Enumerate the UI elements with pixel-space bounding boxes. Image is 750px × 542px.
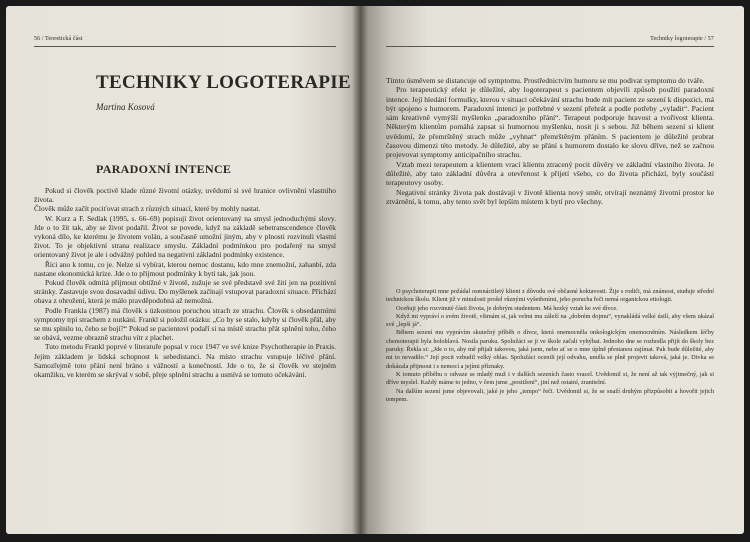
paragraph: W. Kurz a F. Sedlak (1995, s. 66–69) popisují život orientovaný na smysl jednoduchými slovy. Jde o to žít tak, aby se život podařil. Život se povede, když na základě sebetranscendence člověk vykoná dílo, ke kterému je životem volán, a současně umožní jiným, aby v plnosti rozvinuli vlastní život. To je objektivní strana realizace smyslu. Základní podmínkou pro podařený na smysl orientovaný život je ale i odvážný pohled na negativní základní podmínky existence. xyxy=(34,213,336,260)
paragraph: Podle Frankla (1987) má člověk s úzkostnou poruchou strach ze strachu. Člověk s obsedantními symptomy trpí strachem z nutkání. Frankl si položil otázku: „Co by se stalo, kdyby si člověk přál, aby se mu splnilo to, čeho se bojí?“ Pokud se pacientovi podaří si na místě strachu přát splnění toho, čeho se obává, vezme obrazně strachu vítr z plachet. xyxy=(34,305,336,343)
chapter-title: TECHNIKY LOGOTERAPIE xyxy=(96,72,351,93)
left-body-text xyxy=(34,186,336,379)
paragraph: Negativní stránky života pak dostávají v životě klienta nový směr, otvírají neznámý životní prostor ke ztvárnění, k tomu, aby tento svět byl lepším místem k bytí pro všechny. xyxy=(386,187,714,206)
paragraph: Pokud člověk odmítá přijmout obtížné v životě, zužuje se své představě své žití jen na pozitivní stránky. Zastavuje svou dosavadní údivu. Do myšlenek začínají vstupovat paradoxní situace. Přichází obava z ohrožení, která je málo pravděpodobná až nemožná. xyxy=(34,278,336,306)
section-heading: PARADOXNÍ INTENCE xyxy=(96,162,232,176)
header-rule-right xyxy=(386,46,714,47)
case-paragraph: Oceňuji jeho rozvinuté části života, je dobrým studentem. Má hezký vztah ke své dívce. xyxy=(396,304,618,312)
left-page xyxy=(6,6,360,534)
right-page xyxy=(360,6,744,534)
paragraph: Pro terapeutický efekt je důležité, aby logoterapeut s pacientem objevili způsob použití paradoxní intence. Její hledání formulky, kterou v situaci očekávání strachu bude mít pacient ze sezení k dispozici, má být spojeno s humorem. Paradoxní intenci je potřebné v sezení přehrát a podle potřeby „vyladit“. Pacient sám kreativně vymýšlí myšlenku „paradoxního přání“. Terapeut podporuje hravost a tvořivost klienta. Některým klientům pomáhá zapsat si humornou myšlenku, nosit ji s sebou. Již během sezení si klient uvědomí, že přemrštěný strach může „vyhnat“ přemrštěným přáním. S pacientem je důležité probrat časovou dimenzi této metody. Je důležité, aby se přání s humorem dostalo ke slovu dříve, než se začnou projevovat symptomy anticipačního strachu. xyxy=(386,85,714,160)
book-gutter xyxy=(352,6,368,534)
case-paragraph: Na dalším sezení jsme objevovali, jaké je jeho „tempo“ řeči. Uvědomil si, že se snaží druhým přizpůsobit a hovořit jejich tempem. xyxy=(386,387,714,403)
running-head-left: 56 / Teoretická část xyxy=(34,36,83,42)
case-study-text xyxy=(386,288,714,404)
case-paragraph: O psychoterapii mne požádal osmnáctiletý klient z důvodu své občasné koktavosti. Žije s rodiči, má známost, studuje střední technickou školu. Klient již v minulosti prošel různými vyšetřeními, jeho porucha řeči nemá organickou etiologii. xyxy=(386,288,714,304)
case-paragraph: K tomuto příběhu o odvaze se mladý muž i v dalších sezeních často vracel. Uvědomil si, že není až tak výjimečný, jak si dříve myslel. Každý máme to jedno, v čem jsme „postižení“, jiní než ostatní, zranitelní. xyxy=(386,370,714,387)
paragraph: Říci ano k tomu, co je. Nelze si vybírat, kterou nemoc dostanu, kdo mne znemožní, zahanbí, zda nastane ekonomická krize. Jde o to přijmout podmínky k bytí tak, jak jsou. xyxy=(34,259,336,278)
paragraph: Pokud si člověk poctivě klade různé životní otázky, uvědomí si své hranice ovlivnění vlastního života. xyxy=(34,186,336,205)
running-head-right: Techniky logoterapie / 57 xyxy=(650,36,714,42)
paragraph: Tuto metodu Frankl poprvé v literatuře popsal v roce 1947 ve své knize Psychotherapie in Praxis. Jejím základem je lidská schopnost k sebedistanci. Na místo strachu vstupuje léčivé přání. Samozřejmě toto přání není bráno s vážností a konečností. Jde o to, že si člověk ve stejném okamžiku, ve kterém se skrýval v sobě, přeje splnění strachu a usmívá se tomuto očekávání. xyxy=(34,342,336,380)
paragraph: Vztah mezi terapeutem a klientem vrací klientu ztracený pocit důvěry ve základní vlastního života. Je důležité, aby tato základní důvěra a otevřenost k přijetí všeho, co do života přichází, byly součástí terapeutovy osoby. xyxy=(386,159,714,188)
paragraph: Tímto úsměvem se distancuje od symptomu. Prostřednictvím humoru se mu podivat symptomu do tváře. xyxy=(386,76,705,85)
case-paragraph: Během sezení mu vyprávím skutečný příběh o dívce, která onemocněla onkologickým onemocněním. Následkem léčby chemoterapií byla holohlavá. Nosila paruku. Spolužáci se ji ve škole začali vyhýbat. Jednoho dne se rozhodla přijít do školy bez paruky. Řekla si: „Jde o to, aby mě přijali takovou, jaká jsem, nebo ať se o mne úplně přestanou zajímat. Pak bude důležité, aby mi to nevadilo.“ Její pocit vzbudil velký ohlas. Spolužáci ocenili její odvahu, uměla se plně projevit taková, jaká je. Divka se dokázala přijmout i s nemocí a jejími příznaky. xyxy=(386,329,714,370)
paragraph: Člověk může začít pociťovat strach z různých situací, které by mohly nastat. xyxy=(34,204,261,214)
chapter-author: Martina Kosová xyxy=(96,102,155,112)
case-paragraph: Když mi vypráví o svém životě, všimám si, jak velmi mu záleží na „dobrém dojmu“, vynakládá velké úsilí, aby všem ukázal své „lepší já“. xyxy=(386,312,714,329)
header-rule-left xyxy=(34,46,336,47)
right-body-text xyxy=(386,76,714,206)
